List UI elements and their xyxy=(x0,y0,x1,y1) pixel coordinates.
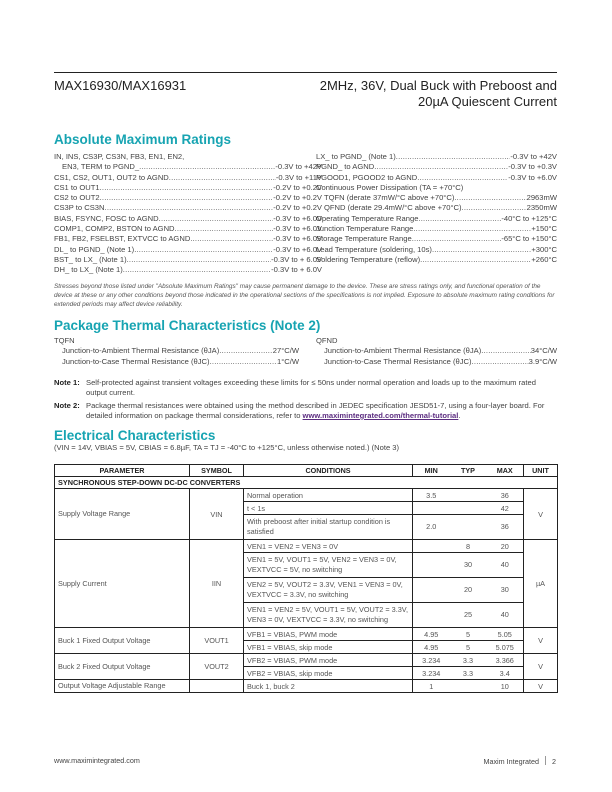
min-cell xyxy=(413,553,450,578)
thermal-row: Junction-to-Case Thermal Resistance (θJC) ..... 3.9°C/W xyxy=(316,357,557,367)
thermal-row: Junction-to-Ambient Thermal Resistance (θJA) ..... 34°C/W xyxy=(316,346,557,356)
max-cell: 30 xyxy=(487,578,524,603)
stress-disclaimer: Stresses beyond those listed under "Absolute Maximum Ratings" may cause permanent damage to the device. These are stress ratings only, and functional operation of the device at these or any other conditions beyond those indicated in the operational sections of the specifications is not implied. Exposure to absolute maximum rating conditions for extended periods may affect device reliability. xyxy=(54,283,555,308)
max-cell: 40 xyxy=(487,553,524,578)
max-cell: 36 xyxy=(487,515,524,540)
symbol-cell: VIN xyxy=(190,489,244,540)
conditions-cell: VFB2 = VBIAS, skip mode xyxy=(244,667,413,680)
unit-cell: V xyxy=(524,628,558,654)
absolute-max-ratings-title: Absolute Maximum Ratings xyxy=(54,132,232,147)
parameter-cell: Supply Current xyxy=(55,540,190,628)
footer-divider xyxy=(545,756,546,765)
min-cell: 3.234 xyxy=(413,654,450,667)
conditions-cell: VFB1 = VBIAS, PWM mode xyxy=(244,628,413,641)
table-row xyxy=(55,680,558,693)
amr-row: COMP1, COMP2, BSTON to AGND ..... -0.3V to +6.0V xyxy=(54,224,322,234)
note-1: Note 1: Self-protected against transient voltages exceeding these limits for ≤ 50ns under normal operation and loads up to the maximum rated output current. xyxy=(54,378,536,398)
typ-cell: 3.3 xyxy=(450,667,487,680)
thermal-row: Junction-to-Case Thermal Resistance (θJC) ..... 1°C/W xyxy=(54,357,299,367)
col-header-conditions: CONDITIONS xyxy=(244,465,413,477)
col-header-typ: TYP xyxy=(450,465,487,477)
parameter-cell: Output Voltage Adjustable Range xyxy=(55,680,190,693)
part-numbers: MAX16930/MAX16931 xyxy=(54,78,187,93)
typ-cell: 25 xyxy=(450,603,487,628)
amr-row: CS2 to OUT2 ..... -0.2V to +0.2V xyxy=(54,193,322,203)
unit-cell: V xyxy=(524,680,558,693)
page-number: 2 xyxy=(552,757,556,766)
symbol-cell: IIN xyxy=(190,540,244,628)
table-row xyxy=(55,628,558,641)
note-2-text: Package thermal resistances were obtained using the method described in JEDEC specification JESD51-7, using a four-layer board. For detailed information on package thermal considerations, refer to xyxy=(86,400,545,420)
electrical-characteristics-title: Electrical Characteristics xyxy=(54,428,216,443)
col-header-parameter: PARAMETER xyxy=(55,465,190,477)
max-cell: 40 xyxy=(487,603,524,628)
min-cell: 4.95 xyxy=(413,641,450,654)
table-row xyxy=(55,654,558,667)
thermal-qfnd xyxy=(316,336,557,367)
thermal-tqfn xyxy=(54,336,299,367)
amr-row: CS1, CS2, OUT1, OUT2 to AGND ..... -0.3V to +11V xyxy=(54,173,322,183)
max-cell: 5.05 xyxy=(487,628,524,641)
min-cell xyxy=(413,502,450,515)
symbol-cell xyxy=(190,680,244,693)
header-rule xyxy=(54,72,557,73)
min-cell: 1 xyxy=(413,680,450,693)
note-2: Note 2: Package thermal resistances were obtained using the method described in JEDEC specification JESD51-7, using a four-layer board. For detailed information on package thermal considerations, refer to www.maximintegrated.com/thermal-tutorial. xyxy=(54,400,545,420)
min-cell xyxy=(413,578,450,603)
amr-row: Operating Temperature Range ..... -40°C to +125°C xyxy=(316,214,557,224)
amr-row: BST_ to LX_ (Note 1) ..... -0.3V to + 6.0V xyxy=(54,255,322,265)
typ-cell: 3.3 xyxy=(450,654,487,667)
min-cell xyxy=(413,603,450,628)
typ-cell xyxy=(450,515,487,540)
package-thermal-title: Package Thermal Characteristics (Note 2) xyxy=(54,318,321,333)
col-header-unit: UNIT xyxy=(524,465,558,477)
footer-page-info xyxy=(483,756,556,766)
conditions-cell: VEN1 = VEN2 = 5V, VOUT1 = 5V, VOUT2 = 3.3V, VEN3 = 0V, VEXTVCC = 3.3V, no switching xyxy=(244,603,413,628)
amr-row: DL_ to PGND_ (Note 1) ..... -0.3V to +6.0V xyxy=(54,245,322,255)
conditions-cell: With preboost after initial startup condition is satisfied xyxy=(244,515,413,540)
amr-left-column xyxy=(54,152,322,276)
amr-row: CS1 to OUT1 ..... -0.2V to +0.2V xyxy=(54,183,322,193)
amr-right-column xyxy=(316,152,557,265)
typ-cell: 8 xyxy=(450,540,487,553)
typ-cell: 5 xyxy=(450,641,487,654)
conditions-cell: VEN1 = 5V, VOUT1 = 5V, VEN2 = VEN3 = 0V, VEXTVCC = 5V, no switching xyxy=(244,553,413,578)
thermal-package-name: QFND xyxy=(316,336,338,345)
conditions-cell: VEN2 = 5V, VOUT2 = 3.3V, VEN1 = VEN3 = 0V, VEXTVCC = 3.3V, no switching xyxy=(244,578,413,603)
parameter-cell: Buck 2 Fixed Output Voltage xyxy=(55,654,190,680)
min-cell: 2.0 xyxy=(413,515,450,540)
typ-cell: 30 xyxy=(450,553,487,578)
table-row xyxy=(55,540,558,553)
conditions-cell: t < 1s xyxy=(244,502,413,515)
amr-row: DH_ to LX_ (Note 1) ..... -0.3V to + 6.0V xyxy=(54,265,322,275)
footer-company: Maxim Integrated xyxy=(483,757,539,766)
max-cell: 10 xyxy=(487,680,524,693)
notes xyxy=(54,378,557,421)
title-line-2: 20µA Quiescent Current xyxy=(417,94,557,109)
amr-row: Soldering Temperature (reflow) ..... +260°C xyxy=(316,255,557,265)
unit-cell: V xyxy=(524,489,558,540)
document-title xyxy=(320,78,557,110)
conditions-cell: Normal operation xyxy=(244,489,413,502)
thermal-tutorial-link[interactable]: www.maximintegrated.com/thermal-tutorial xyxy=(302,410,459,420)
parameter-cell: Supply Voltage Range xyxy=(55,489,190,540)
table-header-row xyxy=(55,465,558,477)
max-cell: 3.4 xyxy=(487,667,524,680)
min-cell: 3.234 xyxy=(413,667,450,680)
title-line-1: 2MHz, 36V, Dual Buck with Preboost and xyxy=(319,78,557,93)
section-title: SYNCHRONOUS STEP-DOWN DC-DC CONVERTERS xyxy=(55,477,558,489)
col-header-min: MIN xyxy=(413,465,450,477)
amr-row: QFND (derate 29.4mW/°C above +70°C) ..... 2350mW xyxy=(316,203,557,213)
amr-row: CS3P to CS3N ..... -0.2V to +0.2V xyxy=(54,203,322,213)
parameter-cell: Buck 1 Fixed Output Voltage xyxy=(55,628,190,654)
amr-row: FB1, FB2, FSELBST, EXTVCC to AGND ..... -0.3V to +6.0V xyxy=(54,234,322,244)
conditions-cell: VFB1 = VBIAS, skip mode xyxy=(244,641,413,654)
amr-row: TQFN (derate 37mW/°C above +70°C) ..... 2963mW xyxy=(316,193,557,203)
electrical-characteristics-table xyxy=(54,464,558,693)
col-header-max: MAX xyxy=(487,465,524,477)
footer-website: www.maximintegrated.com xyxy=(54,756,140,765)
conditions-cell: VEN1 = VEN2 = VEN3 = 0V xyxy=(244,540,413,553)
conditions-cell: Buck 1, buck 2 xyxy=(244,680,413,693)
max-cell: 3.366 xyxy=(487,654,524,667)
table-row xyxy=(55,489,558,502)
max-cell: 20 xyxy=(487,540,524,553)
thermal-row: Junction-to-Ambient Thermal Resistance (θJA) ..... 27°C/W xyxy=(54,346,299,356)
amr-row: BIAS, FSYNC, FOSC to AGND ..... -0.3V to +6.0V xyxy=(54,214,322,224)
min-cell xyxy=(413,540,450,553)
amr-row: EN3, TERM to PGND_ ..... -0.3V to +42V xyxy=(54,162,322,172)
symbol-cell: VOUT2 xyxy=(190,654,244,680)
min-cell: 3.5 xyxy=(413,489,450,502)
amr-row: Lead Temperature (soldering, 10s) ..... +300°C xyxy=(316,245,557,255)
amr-row: Storage Temperature Range ..... -65°C to +150°C xyxy=(316,234,557,244)
max-cell: 42 xyxy=(487,502,524,515)
typ-cell xyxy=(450,680,487,693)
amr-row: IN, INS, CS3P, CS3N, FB3, EN1, EN2, xyxy=(54,152,185,161)
max-cell: 36 xyxy=(487,489,524,502)
test-conditions: (VIN = 14V, VBIAS = 5V, CBIAS = 6.8µF, TA = TJ = -40°C to +125°C, unless otherwise noted.) (Note 3) xyxy=(54,443,400,452)
typ-cell xyxy=(450,502,487,515)
thermal-package-name: TQFN xyxy=(54,336,75,345)
min-cell: 4.95 xyxy=(413,628,450,641)
amr-row: PGND_ to AGND ..... -0.3V to +0.3V xyxy=(316,162,557,172)
unit-cell: µA xyxy=(524,540,558,628)
symbol-cell: VOUT1 xyxy=(190,628,244,654)
amr-row: PGOOD1, PGOOD2 to AGND ..... -0.3V to +6.0V xyxy=(316,173,557,183)
amr-row: Continuous Power Dissipation (TA = +70°C) xyxy=(316,182,464,192)
amr-row: Junction Temperature Range ..... +150°C xyxy=(316,224,557,234)
conditions-cell: VFB2 = VBIAS, PWM mode xyxy=(244,654,413,667)
typ-cell: 20 xyxy=(450,578,487,603)
typ-cell: 5 xyxy=(450,628,487,641)
typ-cell xyxy=(450,489,487,502)
max-cell: 5.075 xyxy=(487,641,524,654)
amr-row: LX_ to PGND_ (Note 1) ..... -0.3V to +42V xyxy=(316,152,557,162)
col-header-symbol: SYMBOL xyxy=(190,465,244,477)
section-row xyxy=(55,477,558,489)
unit-cell: V xyxy=(524,654,558,680)
